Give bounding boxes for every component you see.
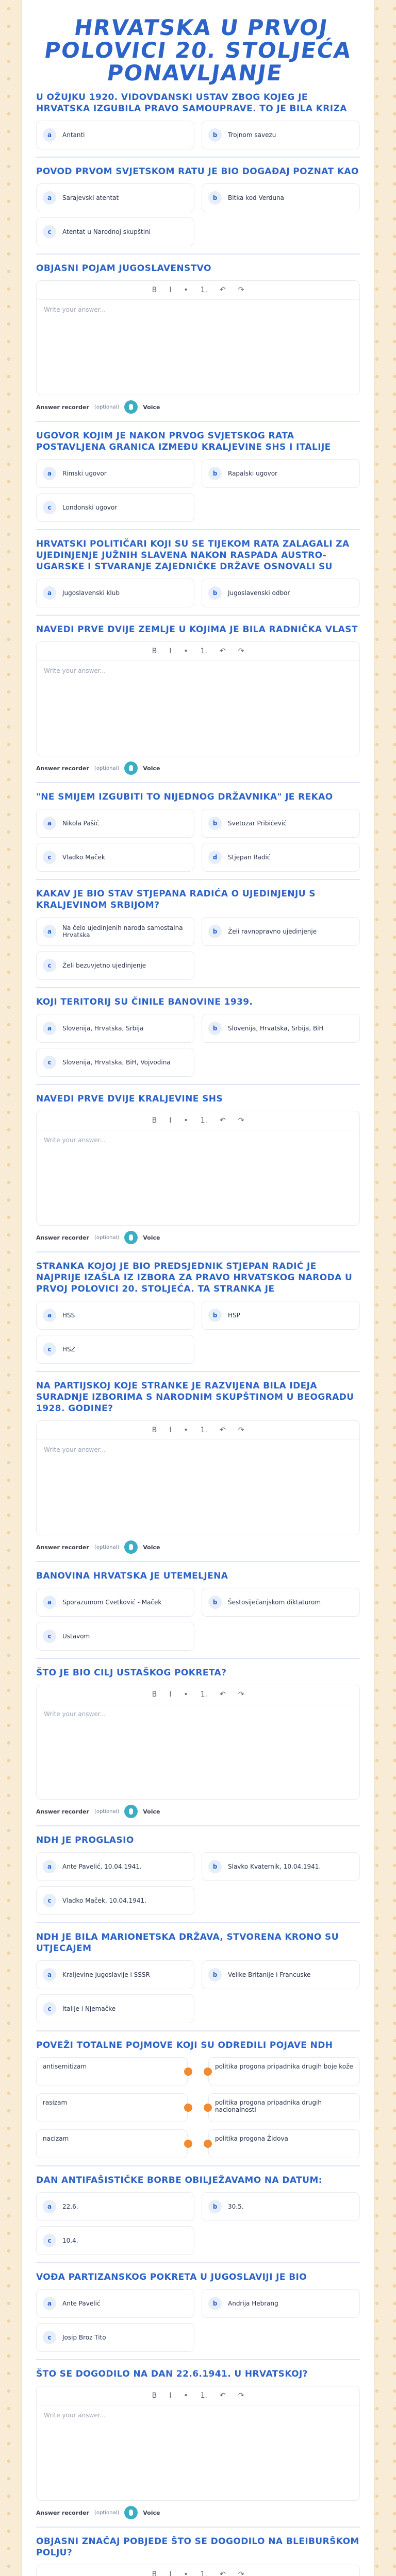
answer-option[interactable] — [202, 843, 360, 872]
question-block — [36, 2175, 360, 2263]
match-left-item[interactable]: nacizam — [36, 2129, 188, 2158]
option-text: Slovenija, Hrvatska, Srbija, BiH — [228, 1025, 324, 1032]
recorder-optional: (optional) — [94, 1234, 120, 1241]
answer-option[interactable] — [202, 2289, 360, 2318]
toolbar-button[interactable]: I — [169, 2570, 172, 2576]
option-text: Antanti — [62, 131, 85, 139]
text-answer-editor[interactable] — [36, 1420, 360, 1535]
question-block — [36, 430, 360, 530]
answer-option[interactable] — [202, 809, 360, 838]
answer-option[interactable] — [36, 493, 194, 522]
match-connector-icon[interactable] — [184, 2067, 192, 2076]
options-grid — [36, 2289, 360, 2352]
page-title: HRVATSKA U PRVOJ POLOVICI 20. STOLJEĆA PONAVLJANJE — [42, 15, 354, 86]
option-letter: b — [208, 1968, 222, 1981]
text-answer-editor[interactable] — [36, 641, 360, 756]
toolbar-button[interactable]: ↶ — [219, 286, 226, 294]
text-answer-editor[interactable] — [36, 280, 360, 395]
option-letter: a — [43, 817, 56, 830]
recorder-optional: (optional) — [94, 404, 120, 410]
answer-option[interactable] — [36, 1048, 194, 1077]
options-grid — [36, 1014, 360, 1077]
question-text: ŠTO JE BIO CILJ USTAŠKOG POKRETA? — [36, 1668, 227, 1678]
answer-option[interactable] — [202, 1014, 360, 1043]
option-letter: a — [43, 128, 56, 142]
option-text: Sporazumom Cvetković - Maček — [62, 1599, 162, 1606]
options-grid — [36, 579, 360, 607]
option-letter: b — [208, 586, 222, 600]
question-block — [36, 538, 360, 616]
question-text: NAVEDI PRVE DVIJE KRALJEVINE SHS — [36, 1094, 223, 1104]
question-text: BANOVINA HRVATSKA JE UTEMELJENA — [36, 1571, 228, 1581]
option-letter: c — [43, 2234, 56, 2247]
answer-recorder[interactable] — [36, 761, 360, 775]
toolbar-button[interactable]: • — [184, 1690, 188, 1699]
recorder-optional: (optional) — [94, 1808, 120, 1815]
answer-textarea[interactable]: Write your answer... — [44, 1710, 106, 1718]
answer-option[interactable] — [36, 843, 194, 872]
answer-option[interactable] — [202, 121, 360, 149]
toolbar-button[interactable]: I — [169, 2392, 172, 2400]
mic-icon[interactable] — [124, 761, 138, 775]
question-text: U OŽUJKU 1920. VIDOVDANSKI USTAV ZBOG KOJEG JE HRVATSKA IZGUBILA PRAVO SAMOUPRAVE. TO JE BILA KRIZA — [36, 92, 347, 114]
toolbar-button[interactable]: ↶ — [219, 1690, 226, 1699]
question-text: POVOD PRVOM SVJETSKOM RATU JE BIO DOGAĐAJ POZNAT KAO — [36, 166, 359, 177]
option-text: Želi bezuvjetno ujedinjenje — [62, 962, 146, 969]
toolbar-button[interactable]: B — [152, 647, 157, 655]
option-text: HSZ — [62, 1346, 75, 1353]
answer-option[interactable] — [36, 1301, 194, 1330]
question-block — [36, 1093, 360, 1252]
answer-textarea[interactable]: Write your answer... — [44, 667, 106, 674]
recorder-optional: (optional) — [94, 765, 120, 771]
answer-option[interactable] — [202, 459, 360, 488]
match-left-item[interactable]: rasizam — [36, 2093, 188, 2122]
option-letter: c — [43, 851, 56, 864]
option-letter: b — [208, 1022, 222, 1035]
match-connector-icon[interactable] — [184, 2140, 192, 2148]
toolbar-button[interactable]: ↷ — [238, 2570, 244, 2576]
recorder-optional: (optional) — [94, 2510, 120, 2516]
toolbar-button[interactable]: ↷ — [238, 647, 244, 655]
match-left-column — [36, 2057, 188, 2158]
answer-option[interactable] — [36, 1994, 194, 2023]
editor-toolbar — [37, 1111, 359, 1130]
voice-label: Voice — [143, 1544, 160, 1551]
recorder-label: Answer recorder — [36, 765, 89, 772]
toolbar-button[interactable]: 1. — [200, 647, 207, 655]
toolbar-button[interactable]: B — [152, 1690, 157, 1699]
option-letter: d — [208, 851, 222, 864]
options-grid — [36, 121, 360, 149]
option-text: 30.5. — [228, 2203, 244, 2210]
question-text: OBJASNI ZNAČAJ POBJEDE ŠTO SE DOGODILO NA BLEIBURŠKOM POLJU? — [36, 2536, 359, 2558]
option-letter: a — [43, 191, 56, 205]
answer-option[interactable] — [36, 951, 194, 980]
answer-option[interactable] — [36, 121, 194, 149]
option-text: Londonski ugovor — [62, 504, 118, 511]
answer-option[interactable] — [36, 2323, 194, 2352]
option-letter: c — [43, 1894, 56, 1907]
option-letter: c — [43, 959, 56, 972]
editor-toolbar — [37, 1685, 359, 1704]
answer-textarea[interactable]: Write your answer... — [44, 1446, 106, 1453]
option-letter: b — [208, 2200, 222, 2213]
question-text: "NE SMIJEM IZGUBITI TO NIJEDNOG DRŽAVNIKA" JE REKAO — [36, 792, 333, 802]
toolbar-button[interactable]: • — [184, 2392, 188, 2400]
question-text: DAN ANTIFAŠISTIČKE BORBE OBILJEŽAVAMO NA DATUM: — [36, 2175, 322, 2185]
match-connector-icon[interactable] — [184, 2104, 192, 2112]
options-grid — [36, 917, 360, 980]
answer-option[interactable] — [36, 917, 194, 946]
answer-recorder[interactable] — [36, 1805, 360, 1818]
question-block — [36, 263, 360, 422]
answer-option[interactable] — [36, 2192, 194, 2221]
option-letter: a — [43, 467, 56, 480]
option-text: Slavko Kvaternik, 10.04.1941. — [228, 1863, 321, 1870]
option-text: Stjepan Radić — [228, 854, 271, 861]
question-block — [36, 92, 360, 158]
mic-icon[interactable] — [124, 400, 138, 414]
editor-toolbar — [37, 1421, 359, 1440]
toolbar-button[interactable]: ↶ — [219, 1116, 226, 1125]
toolbar-button[interactable]: B — [152, 1426, 157, 1434]
mic-icon[interactable] — [124, 1805, 138, 1818]
question-block — [36, 996, 360, 1085]
match-right-column — [208, 2057, 360, 2158]
option-letter: c — [43, 1343, 56, 1356]
question-text: ŠTO SE DOGODILO NA DAN 22.6.1941. U HRVATSKOJ? — [36, 2369, 308, 2379]
option-text: Vladko Maček — [62, 854, 105, 861]
question-block — [36, 2272, 360, 2360]
question-text: POVEŽI TOTALNE POJMOVE KOJI SU ODREDILI POJAVE NDH — [36, 2040, 333, 2050]
option-letter: c — [43, 1056, 56, 1069]
option-letter: b — [208, 2297, 222, 2310]
toolbar-button[interactable]: I — [169, 1690, 172, 1699]
option-text: Andrija Hebrang — [228, 2300, 278, 2307]
question-block — [36, 624, 360, 783]
option-text: Atentat u Narodnoj skupštini — [62, 228, 151, 235]
editor-toolbar — [37, 2386, 359, 2405]
answer-option[interactable] — [36, 1622, 194, 1651]
answer-option[interactable] — [36, 217, 194, 246]
answer-option[interactable] — [202, 917, 360, 946]
match-left-item[interactable]: antisemitizam — [36, 2057, 188, 2086]
options-grid — [36, 1588, 360, 1651]
option-text: HSS — [62, 1312, 75, 1319]
option-letter: c — [43, 1630, 56, 1643]
option-text: Slovenija, Hrvatska, BiH, Vojvodina — [62, 1059, 171, 1066]
option-text: Svetozar Pribićević — [228, 820, 287, 827]
matching-area — [36, 2057, 360, 2158]
option-text: Rimski ugovor — [62, 470, 107, 477]
option-letter: c — [43, 225, 56, 239]
option-letter: a — [43, 586, 56, 600]
mic-icon[interactable] — [124, 1231, 138, 1244]
toolbar-button[interactable]: B — [152, 1116, 157, 1125]
recorder-label: Answer recorder — [36, 1544, 89, 1551]
answer-textarea[interactable]: Write your answer... — [44, 306, 106, 313]
answer-option[interactable] — [36, 459, 194, 488]
answer-textarea[interactable]: Write your answer... — [44, 1137, 106, 1144]
answer-option[interactable] — [36, 1960, 194, 1989]
option-text: Jugoslavenski odbor — [228, 589, 290, 597]
option-text: Italije i Njemačke — [62, 2005, 116, 2012]
options-grid — [36, 459, 360, 522]
text-answer-editor[interactable] — [36, 2386, 360, 2501]
question-block — [36, 2536, 360, 2576]
option-text: Bitka kod Verduna — [228, 194, 285, 201]
answer-recorder[interactable] — [36, 2506, 360, 2519]
answer-option[interactable] — [36, 809, 194, 838]
question-block — [36, 166, 360, 255]
options-grid — [36, 2192, 360, 2255]
toolbar-button[interactable]: 1. — [200, 1690, 207, 1699]
options-grid — [36, 1852, 360, 1915]
toolbar-button[interactable]: I — [169, 647, 172, 655]
option-letter: b — [208, 467, 222, 480]
answer-option[interactable] — [202, 1588, 360, 1617]
voice-label: Voice — [143, 403, 160, 411]
toolbar-button[interactable]: ↷ — [238, 1116, 244, 1125]
option-text: Želi ravnopravno ujedinjenje — [228, 928, 317, 935]
question-text: UGOVOR KOJIM JE NAKON PRVOG SVJETSKOG RATA POSTAVLJENA GRANICA IZMEĐU KRALJEVINE SHS I ITALIJE — [36, 431, 331, 452]
option-text: 10.4. — [62, 2237, 78, 2244]
answer-textarea[interactable]: Write your answer... — [44, 2412, 106, 2419]
answer-option[interactable] — [36, 2226, 194, 2255]
option-letter: c — [43, 2331, 56, 2344]
toolbar-button[interactable]: ↷ — [238, 1690, 244, 1699]
text-answer-editor[interactable] — [36, 1685, 360, 1800]
voice-label: Voice — [143, 2509, 160, 2516]
option-letter: b — [208, 817, 222, 830]
question-text: NA PARTIJSKOJ KOJE STRANKE JE RAZVIJENA BILA IDEJA SURADNJE IZBORIMA S NARODNIM SKUPŠTINOM U BEOGRADU 1928. GODINE? — [36, 1381, 354, 1414]
option-letter: a — [43, 2297, 56, 2310]
question-text: NAVEDI PRVE DVIJE ZEMLJE U KOJIMA JE BILA RADNIČKA VLAST — [36, 624, 358, 635]
toolbar-button[interactable]: ↶ — [219, 2570, 226, 2576]
recorder-label: Answer recorder — [36, 1808, 89, 1815]
text-answer-editor[interactable] — [36, 1111, 360, 1226]
toolbar-button[interactable]: B — [152, 286, 157, 294]
option-letter: c — [43, 2002, 56, 2015]
mic-icon[interactable] — [124, 2506, 138, 2519]
worksheet-inner — [22, 0, 374, 2576]
question-block — [36, 791, 360, 880]
question-text: VOĐA PARTIZANSKOG POKRETA U JUGOSLAVIJI JE BIO — [36, 2272, 307, 2282]
answer-option[interactable] — [36, 579, 194, 607]
answer-option[interactable] — [36, 2289, 194, 2318]
options-grid — [36, 1301, 360, 1364]
question-block — [36, 2368, 360, 2528]
question-text: OBJASNI POJAM JUGOSLAVENSTVO — [36, 263, 211, 274]
answer-option[interactable] — [36, 1886, 194, 1915]
option-text: Na čelo ujedinjenih naroda samostalna Hrvatska — [62, 924, 183, 939]
toolbar-button[interactable]: I — [169, 1426, 172, 1434]
option-text: Vladko Maček, 10.04.1941. — [62, 1897, 146, 1904]
toolbar-button[interactable]: ↷ — [238, 1426, 244, 1434]
answer-option[interactable] — [202, 2192, 360, 2221]
match-connector-icon[interactable] — [204, 2104, 212, 2112]
toolbar-button[interactable]: ↶ — [219, 2392, 226, 2400]
option-letter: a — [43, 1860, 56, 1873]
option-text: Jugoslavenski klub — [62, 589, 120, 597]
option-text: Kraljevine Jugoslavije i SSSR — [62, 1971, 150, 1978]
question-text: KAKAV JE BIO STAV STJEPANA RADIĆA O UJEDINJENJU S KRALJEVINOM SRBIJOM? — [36, 889, 316, 910]
answer-option[interactable] — [36, 1335, 194, 1364]
toolbar-button[interactable]: I — [169, 1116, 172, 1125]
answer-option[interactable] — [36, 1852, 194, 1881]
question-text: NDH JE BILA MARIONETSKA DRŽAVA, STVORENA KRONO SU UTJECAJEM — [36, 1932, 339, 1954]
option-letter: a — [43, 1968, 56, 1981]
match-connector-icon[interactable] — [204, 2140, 212, 2148]
question-text: NDH JE PROGLASIO — [36, 1835, 134, 1845]
mic-icon[interactable] — [124, 1540, 138, 1554]
match-right-item[interactable]: politika progona Židova — [208, 2129, 360, 2158]
option-letter: a — [43, 1309, 56, 1322]
recorder-label: Answer recorder — [36, 1234, 89, 1241]
toolbar-button[interactable]: • — [184, 1426, 188, 1434]
recorder-label: Answer recorder — [36, 403, 89, 411]
worksheet — [22, 0, 374, 2576]
answer-option[interactable] — [36, 1014, 194, 1043]
option-text: Slovenija, Hrvatska, Srbija — [62, 1025, 144, 1032]
answer-option[interactable] — [36, 183, 194, 212]
toolbar-button[interactable]: B — [152, 2570, 157, 2576]
answer-option[interactable] — [202, 183, 360, 212]
question-block — [36, 1570, 360, 1659]
question-text: KOJI TERITORIJ SU ČINILE BANOVINE 1939. — [36, 997, 253, 1007]
option-text: HSP — [228, 1312, 240, 1319]
answer-option[interactable] — [202, 1301, 360, 1330]
toolbar-button[interactable]: 1. — [200, 2392, 207, 2400]
text-answer-editor[interactable] — [36, 2565, 360, 2576]
option-letter: a — [43, 1022, 56, 1035]
option-text: 22.6. — [62, 2203, 78, 2210]
toolbar-button[interactable]: I — [169, 286, 172, 294]
toolbar-button[interactable]: 1. — [200, 2570, 207, 2576]
option-text: Ustavom — [62, 1633, 90, 1640]
answer-recorder[interactable] — [36, 400, 360, 414]
editor-toolbar — [37, 642, 359, 661]
recorder-optional: (optional) — [94, 1544, 120, 1550]
voice-label: Voice — [143, 1234, 160, 1241]
question-text: HRVATSKI POLITIČARI KOJI SU SE TIJEKOM RATA ZALAGALI ZA UJEDINJENJE JUŽNIH SLAVENA NAKON RASPADA AUSTRO-UGARSKE I STVARANJE ZAJEDNIČKE DRŽAVE OSNOVALI SU — [36, 539, 350, 572]
option-letter: b — [208, 128, 222, 142]
match-right-item[interactable]: politika progona pripadnika drugih nacionalnosti — [208, 2093, 360, 2122]
toolbar-button[interactable]: • — [184, 2570, 188, 2576]
options-grid — [36, 809, 360, 872]
editor-toolbar — [37, 281, 359, 300]
question-block — [36, 1261, 360, 1372]
answer-recorder[interactable] — [36, 1231, 360, 1244]
question-block — [36, 1835, 360, 1923]
toolbar-button[interactable]: ↷ — [238, 286, 244, 294]
questions-container — [36, 92, 360, 2576]
match-connector-icon[interactable] — [204, 2067, 212, 2076]
toolbar-button[interactable]: ↶ — [219, 1426, 226, 1434]
question-block — [36, 888, 360, 988]
voice-label: Voice — [143, 1808, 160, 1815]
question-block — [36, 1667, 360, 1826]
toolbar-button[interactable]: ↶ — [219, 647, 226, 655]
toolbar-button[interactable]: 1. — [200, 286, 207, 294]
option-letter: b — [208, 191, 222, 205]
toolbar-button[interactable]: ↷ — [238, 2392, 244, 2400]
option-letter: a — [43, 925, 56, 938]
question-block — [36, 1380, 360, 1562]
option-letter: b — [208, 1860, 222, 1873]
answer-option[interactable] — [202, 1852, 360, 1881]
options-grid — [36, 183, 360, 246]
question-text: STRANKA KOJOJ JE BIO PREDSJEDNIK STJEPAN RADIĆ JE NAJPRIJE IZAŠLA IZ IZBORA ZA PRAVO HRVATSKOG NARODA U PRVOJ POLOVICI 20. STOLJEĆA. TA STRANKA JE — [36, 1261, 353, 1294]
recorder-label: Answer recorder — [36, 2509, 89, 2516]
option-letter: c — [43, 501, 56, 514]
toolbar-button[interactable]: 1. — [200, 1116, 207, 1125]
option-letter: b — [208, 1309, 222, 1322]
option-text: Rapalski ugovor — [228, 470, 278, 477]
option-text: Velike Britanije i Francuske — [228, 1971, 311, 1978]
option-letter: a — [43, 2200, 56, 2213]
answer-option[interactable] — [36, 1588, 194, 1617]
option-text: Ante Pavelić, 10.04.1941. — [62, 1863, 142, 1870]
toolbar-button[interactable]: • — [184, 1116, 188, 1125]
question-block — [36, 2040, 360, 2166]
toolbar-button[interactable]: • — [184, 647, 188, 655]
toolbar-button[interactable]: B — [152, 2392, 157, 2400]
toolbar-button[interactable]: 1. — [200, 1426, 207, 1434]
option-text: Nikola Pašić — [62, 820, 99, 827]
options-grid — [36, 1960, 360, 2023]
option-text: Ante Pavelić — [62, 2300, 101, 2307]
option-text: Sarajevski atentat — [62, 194, 119, 201]
option-text: Šestosiječanjskom diktaturom — [228, 1599, 321, 1606]
option-letter: b — [208, 1596, 222, 1609]
editor-toolbar — [37, 2565, 359, 2576]
answer-option[interactable] — [202, 1960, 360, 1989]
option-letter: b — [208, 925, 222, 938]
toolbar-button[interactable]: • — [184, 286, 188, 294]
option-letter: a — [43, 1596, 56, 1609]
question-block — [36, 1931, 360, 2031]
voice-label: Voice — [143, 765, 160, 772]
option-text: Josip Broz Tito — [62, 2334, 106, 2341]
match-right-item[interactable]: politika progona pripadnika drugih boje kože — [208, 2057, 360, 2086]
option-text: Trojnom savezu — [228, 131, 276, 139]
answer-recorder[interactable] — [36, 1540, 360, 1554]
answer-option[interactable] — [202, 579, 360, 607]
